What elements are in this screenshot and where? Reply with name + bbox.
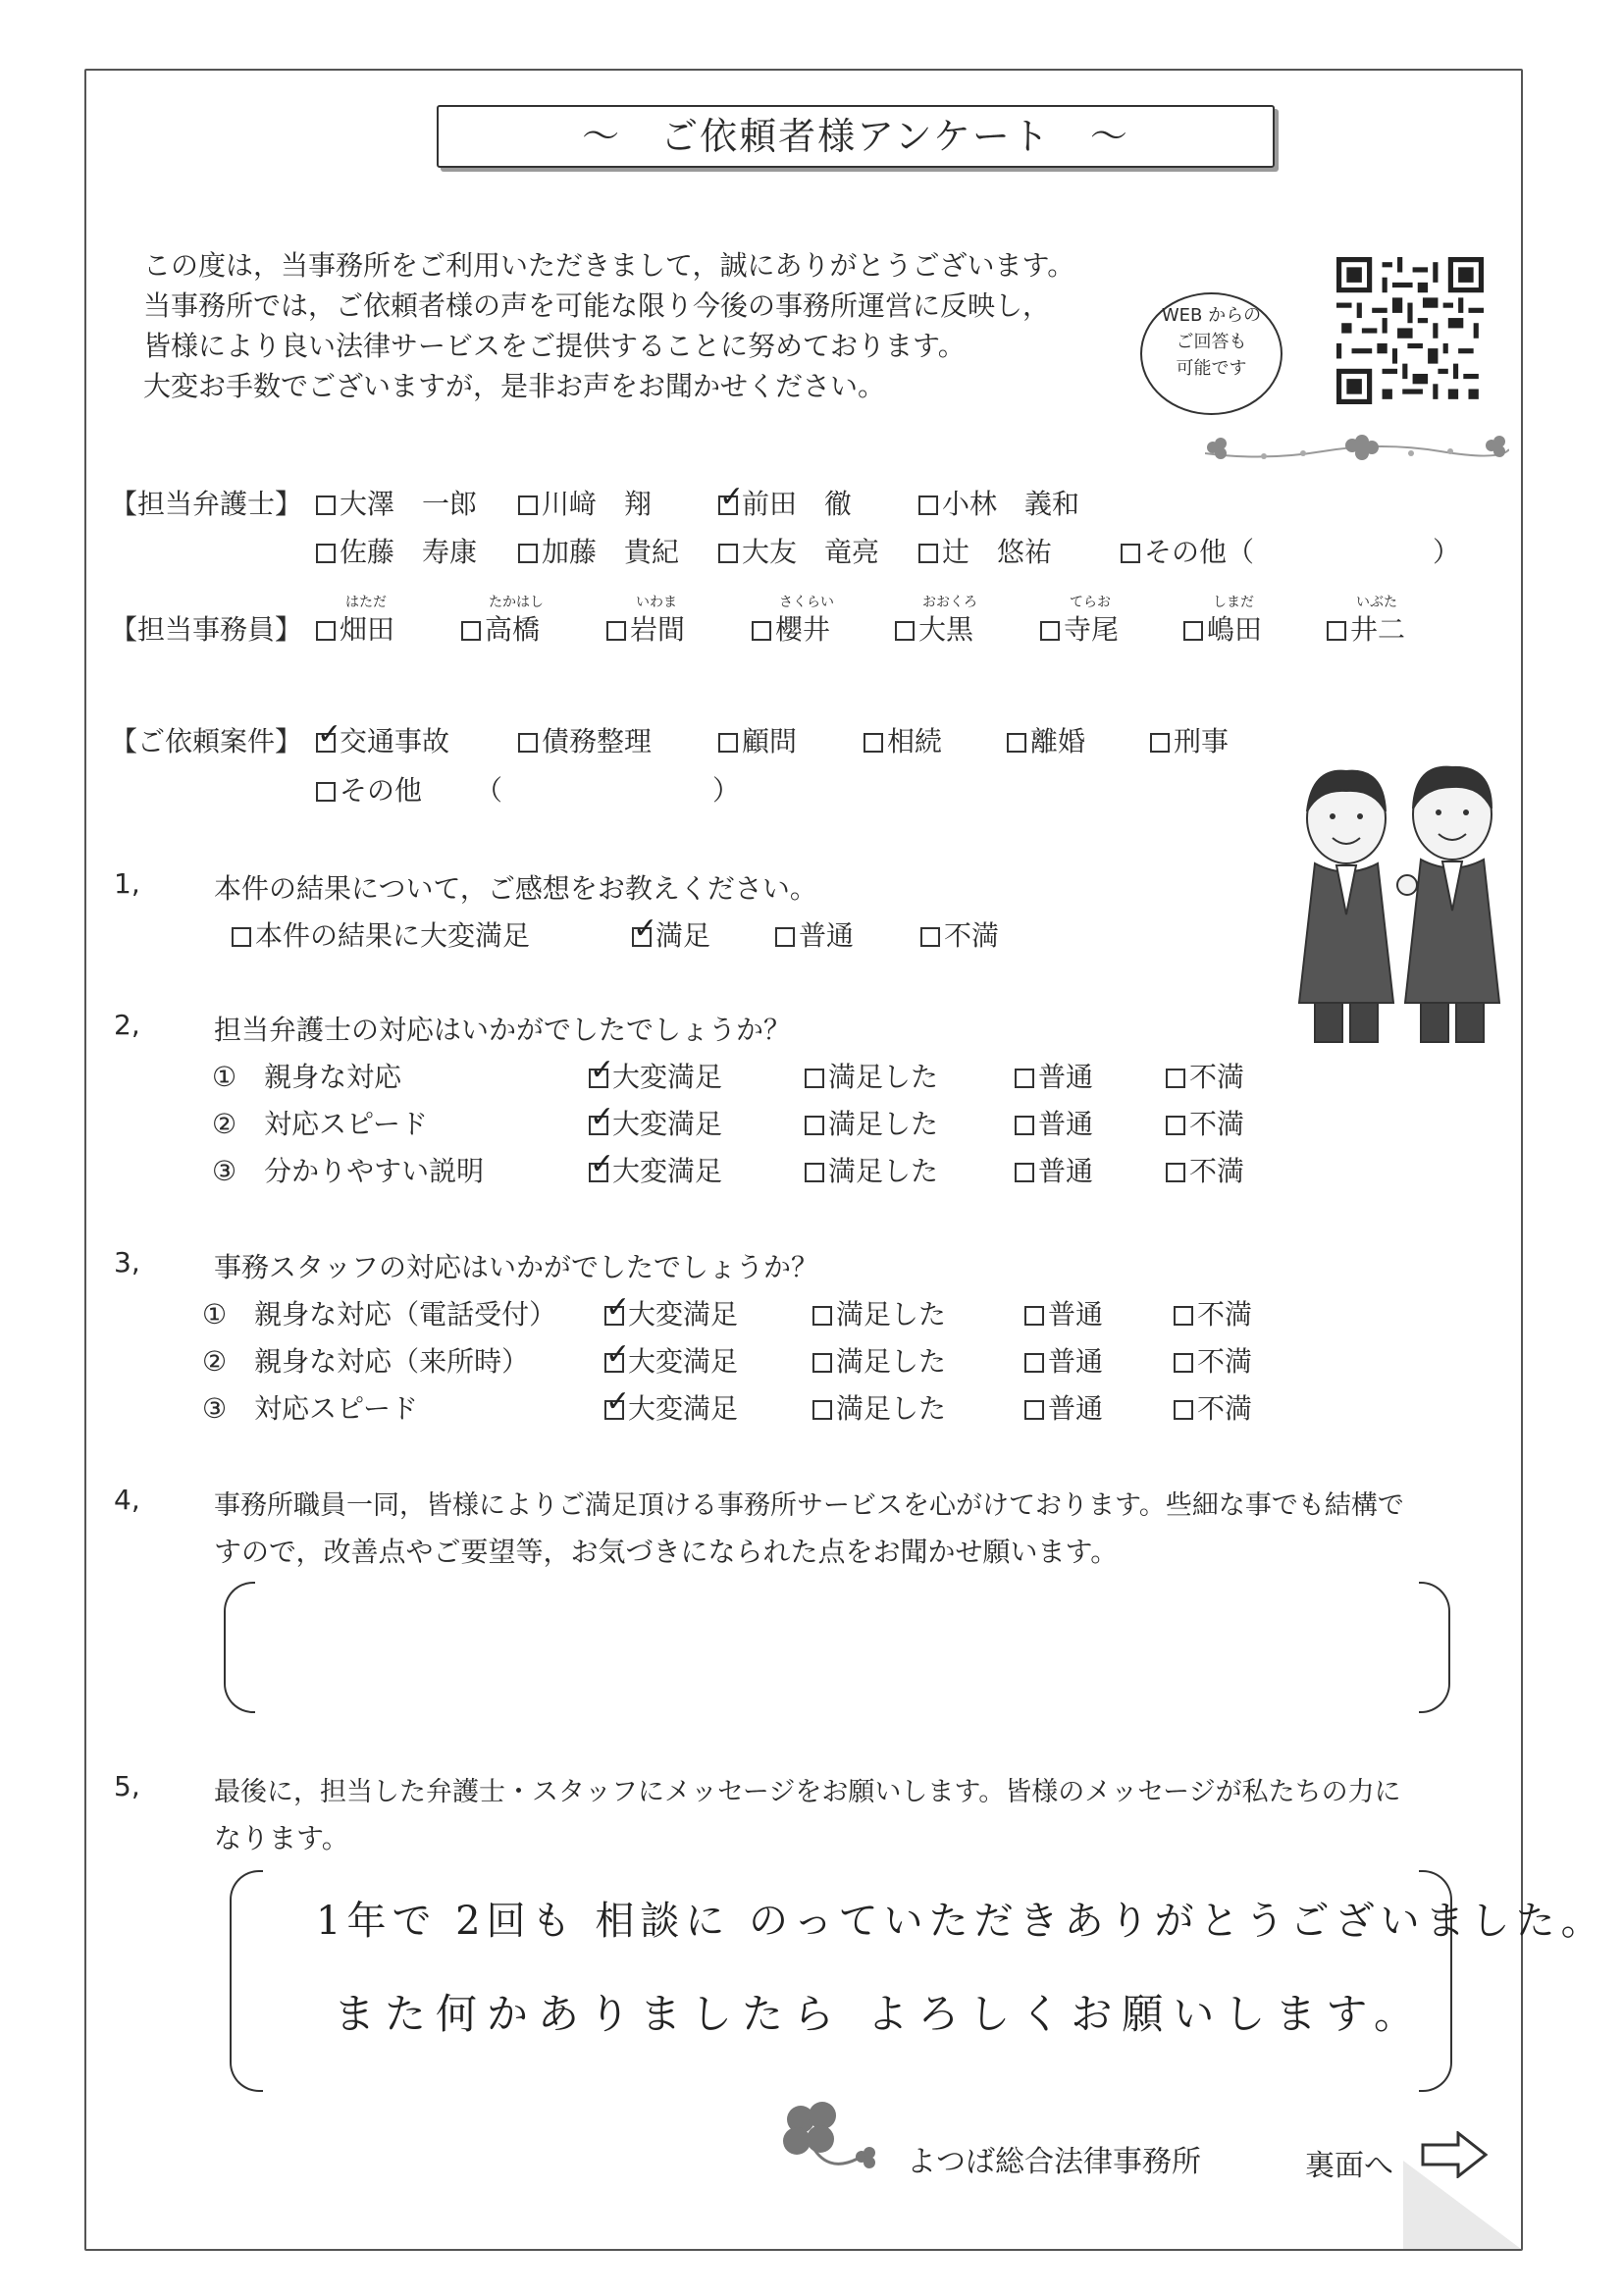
case-option-other[interactable] [316,769,422,809]
checkbox[interactable] [1040,621,1060,641]
checkbox[interactable] [920,927,940,947]
intro-line: 皆様により良い法律サービスをご提供することに努めております。 [143,330,966,362]
q1-option[interactable] [232,914,530,954]
option-label: 満足した [828,1155,939,1187]
ruby-text: いわま [636,595,677,610]
staff-option[interactable] [461,608,540,648]
checkbox[interactable] [1150,733,1170,753]
checkbox[interactable] [589,1069,608,1088]
question-number: 1, [114,867,140,900]
option-label: 不満 [1197,1345,1253,1378]
lawyers-label: 【担当弁護士】 [110,488,303,520]
checkbox[interactable] [718,496,738,515]
option-label: 不満 [1197,1298,1253,1331]
option-label: その他（ [1144,536,1255,568]
option-label: 不満 [1189,1061,1245,1093]
option-label: 不満 [1197,1392,1253,1425]
q2-option[interactable] [805,1056,938,1095]
checkbox[interactable] [775,927,795,947]
case-option[interactable] [1150,720,1229,759]
lawyer-option[interactable] [518,483,652,522]
q2-option[interactable] [1015,1056,1093,1095]
checkbox[interactable] [316,544,336,563]
checkbox[interactable] [805,1163,824,1182]
q2-row-label: ③ 分かりやすい説明 [212,1155,485,1187]
q2-option[interactable] [589,1056,722,1095]
question-number: 5, [114,1770,140,1802]
staff-label: 【担当事務員】 [110,613,303,646]
ruby-text: さくらい [779,595,834,610]
checkbox[interactable] [805,1116,824,1135]
checkbox[interactable] [812,1400,832,1420]
q3-option[interactable] [812,1387,946,1427]
staff-option[interactable] [1040,608,1119,648]
q3-row-label: ② 親身な対応（来所時） [202,1345,530,1378]
checkbox[interactable] [895,621,915,641]
checkbox[interactable] [812,1353,832,1373]
q3-option[interactable] [1174,1293,1252,1332]
other-open-paren: （ [475,774,503,807]
q4-answer-bracket-left [224,1582,255,1713]
checkbox[interactable] [316,733,336,753]
q3-option[interactable] [604,1387,738,1427]
option-label: 岩間 [630,613,686,646]
q3-row-label: ① 親身な対応（電話受付） [202,1298,557,1331]
q2-option[interactable] [805,1150,938,1189]
checkbox[interactable] [1174,1306,1193,1326]
q2-option[interactable] [589,1150,722,1189]
option-label: 満足した [828,1061,939,1093]
checkbox[interactable] [1015,1163,1034,1182]
q5-handwritten-line1: 1年で 2回も 相談に のっていただきありがとうございました。 [316,1899,1606,1944]
option-label: 大変満足 [612,1155,723,1187]
option-label: 満足 [655,919,711,952]
checkbox[interactable] [316,621,336,641]
checkbox[interactable] [1174,1353,1193,1373]
checkbox[interactable] [718,544,738,563]
intro-text [143,245,1074,406]
intro-line: この度は，当事務所をご利用いただきまして，誠にありがとうございます。 [143,249,1075,282]
checkbox[interactable] [232,927,251,947]
ruby-text: はただ [345,595,387,610]
case-option[interactable] [718,720,797,759]
option-label: 普通 [1048,1298,1104,1331]
q2-option[interactable] [1166,1056,1244,1095]
option-label: 小林 義和 [942,488,1080,520]
option-label: 顧問 [742,725,798,757]
q1-option[interactable] [920,914,999,954]
option-label: 大黒 [918,613,974,646]
staff-option[interactable] [606,608,685,648]
q3-option[interactable] [812,1340,946,1380]
option-label: 離婚 [1030,725,1086,757]
option-label: 相続 [887,725,943,757]
q3-option[interactable] [604,1293,738,1332]
q2-option[interactable] [589,1103,722,1142]
q2-option[interactable] [1166,1150,1244,1189]
staff-option[interactable] [316,608,394,648]
option-label: 大変満足 [628,1298,739,1331]
checkbox[interactable] [1007,733,1026,753]
q2-option[interactable] [1166,1103,1244,1142]
question-3-text: 事務スタッフの対応はいかがでしたでしょうか？ [214,1251,819,1283]
option-label: 満足した [836,1298,947,1331]
qr-code[interactable] [1336,257,1484,404]
case-option[interactable] [1007,720,1085,759]
q3-option[interactable] [604,1340,738,1380]
lawyer-option[interactable] [918,483,1079,522]
checkbox[interactable] [604,1353,624,1373]
lawyer-option[interactable] [316,531,477,570]
option-label: 辻 悠祐 [942,536,1053,568]
option-label: 普通 [1048,1345,1104,1378]
other-close-paren: ） [1433,536,1461,568]
checkbox[interactable] [461,621,481,641]
option-label: 不満 [944,919,1000,952]
q5-handwritten-line2: また何かありましたら よろしくお願いします。 [334,1990,1425,2038]
lawyer-option-other[interactable] [1121,531,1254,570]
question-1-text: 本件の結果について，ご感想をお教えください。 [214,872,817,905]
lawyer-option[interactable] [718,483,852,522]
checkbox[interactable] [812,1306,832,1326]
checkbox[interactable] [752,621,771,641]
checkbox[interactable] [1183,621,1203,641]
option-label: 刑事 [1174,725,1230,757]
staff-option[interactable] [895,608,973,648]
checkbox[interactable] [864,733,883,753]
option-label: 満足した [828,1108,939,1140]
option-label: その他 [340,774,423,807]
option-label: 加藤 貴紀 [542,536,680,568]
ruby-text: しまだ [1213,595,1254,610]
checkbox[interactable] [316,782,336,802]
option-label: 大変満足 [628,1392,739,1425]
checkbox[interactable] [589,1116,608,1135]
option-label: 高橋 [485,613,541,646]
lawyer-option[interactable] [316,483,477,522]
bubble-line: WEB からの [1161,305,1262,326]
option-label: 大澤 一郎 [340,488,478,520]
option-label: 寺尾 [1064,613,1120,646]
ruby-text: おおくろ [922,595,977,610]
option-label: 嶋田 [1207,613,1263,646]
option-label: 大変満足 [628,1345,739,1378]
q1-option[interactable] [632,914,710,954]
ruby-text: いぶた [1356,595,1397,610]
bubble-line: 可能です [1176,358,1247,379]
option-label: 川﨑 翔 [542,488,653,520]
q3-option[interactable] [1174,1340,1252,1380]
q4-answer-area[interactable] [285,1619,1384,1678]
checkbox[interactable] [1024,1400,1044,1420]
q3-option[interactable] [812,1293,946,1332]
option-label: 畑田 [340,613,395,646]
option-label: 大友 竜亮 [742,536,880,568]
q3-option[interactable] [1174,1387,1252,1427]
checkbox[interactable] [606,621,626,641]
q3-row-label: ③ 対応スピード [202,1392,418,1425]
other-close-paren: ） [712,774,741,807]
q3-option[interactable] [1024,1340,1103,1380]
staff-option[interactable] [1183,608,1262,648]
lawyer-option[interactable] [918,531,1052,570]
q1-option[interactable] [775,914,854,954]
checkbox[interactable] [604,1400,624,1420]
question-number: 2, [114,1009,140,1041]
question-2-text: 担当弁護士の対応はいかがでしたでしょうか？ [214,1014,792,1046]
checkbox[interactable] [805,1069,824,1088]
option-label: 満足した [836,1345,947,1378]
question-4-line2: すので，改善点やご要望等，お気づきになられた点をお聞かせ願います。 [214,1536,1119,1568]
q3-option[interactable] [1024,1293,1103,1332]
option-label: 佐藤 寿康 [340,536,478,568]
option-label: 前田 徹 [742,488,853,520]
q2-option[interactable] [1015,1103,1093,1142]
checkbox[interactable] [918,544,938,563]
question-number: 3, [114,1246,140,1278]
option-label: 大変満足 [612,1061,723,1093]
checkbox[interactable] [1015,1069,1034,1088]
lawyer-option[interactable] [518,531,679,570]
checkbox[interactable] [1174,1400,1193,1420]
staff-option[interactable] [1327,608,1405,648]
q2-option[interactable] [805,1103,938,1142]
option-label: 本件の結果に大変満足 [255,919,531,952]
checkbox[interactable] [1166,1116,1185,1135]
case-option[interactable] [518,720,652,759]
lawyer-option[interactable] [718,531,879,570]
arrow-right-icon[interactable] [1421,2131,1490,2178]
checkbox[interactable] [518,496,538,515]
ruby-text: てらお [1070,595,1111,610]
checkbox[interactable] [918,496,938,515]
web-answer-bubble [1140,292,1283,415]
case-option[interactable] [864,720,942,759]
option-label: 不満 [1189,1108,1245,1140]
checkbox[interactable] [1121,544,1140,563]
option-label: 井二 [1350,613,1406,646]
question-4-line1: 事務所職員一同，皆様によりご満足頂ける事務所サービスを心がけております。些細な事でも結構で [214,1490,1404,1521]
checkbox[interactable] [1327,621,1346,641]
question-number: 4, [114,1484,140,1516]
intro-line: 当事務所では，ご依頼者様の声を可能な限り今後の事務所運営に反映し， [143,289,1051,322]
checkbox[interactable] [1024,1353,1044,1373]
q4-answer-bracket-right [1419,1582,1450,1713]
option-label: 不満 [1189,1155,1245,1187]
option-label: 交通事故 [340,725,450,757]
intro-line: 大変お手数でございますが，是非お声をお聞かせください。 [143,370,886,402]
checkbox[interactable] [1166,1163,1185,1182]
checkbox[interactable] [518,733,538,753]
lawyers-illustration [1278,757,1523,1052]
ruby-text: たかはし [489,595,544,610]
bubble-line: ご回答も [1176,332,1247,352]
staff-option[interactable] [752,608,830,648]
back-page-link[interactable]: 裏面へ [1305,2149,1393,2183]
checkbox[interactable] [632,927,652,947]
checkbox[interactable] [1015,1116,1034,1135]
option-label: 大変満足 [612,1108,723,1140]
option-label: 債務整理 [542,725,653,757]
page-title: ～ ご依頼者様アンケート ～ [437,105,1275,168]
cases-label: 【ご依頼案件】 [110,725,303,757]
q3-option[interactable] [1024,1387,1103,1427]
checkbox[interactable] [589,1163,608,1182]
checkbox[interactable] [1024,1306,1044,1326]
question-5-line2: なります。 [214,1822,349,1854]
option-label: 普通 [1048,1392,1104,1425]
firm-name: よつば総合法律事務所 [907,2145,1201,2179]
q2-row-label: ② 対応スピード [212,1108,428,1140]
checkbox[interactable] [316,496,336,515]
option-label: 普通 [1038,1155,1094,1187]
checkbox[interactable] [718,733,738,753]
clover-garland-icon [1205,432,1509,467]
checkbox[interactable] [518,544,538,563]
checkbox[interactable] [604,1306,624,1326]
option-label: 満足した [836,1392,947,1425]
clover-logo-icon [767,2098,895,2176]
case-option[interactable] [316,720,449,759]
option-label: 普通 [799,919,855,952]
question-5-line1: 最後に，担当した弁護士・スタッフにメッセージをお願いします。皆様のメッセージが私たちの力に [214,1777,1401,1807]
option-label: 櫻井 [775,613,831,646]
q2-row-label: ① 親身な対応 [212,1061,402,1093]
checkbox[interactable] [1166,1069,1185,1088]
option-label: 普通 [1038,1108,1094,1140]
q5-answer-bracket-left [230,1870,263,2092]
q2-option[interactable] [1015,1150,1093,1189]
option-label: 普通 [1038,1061,1094,1093]
